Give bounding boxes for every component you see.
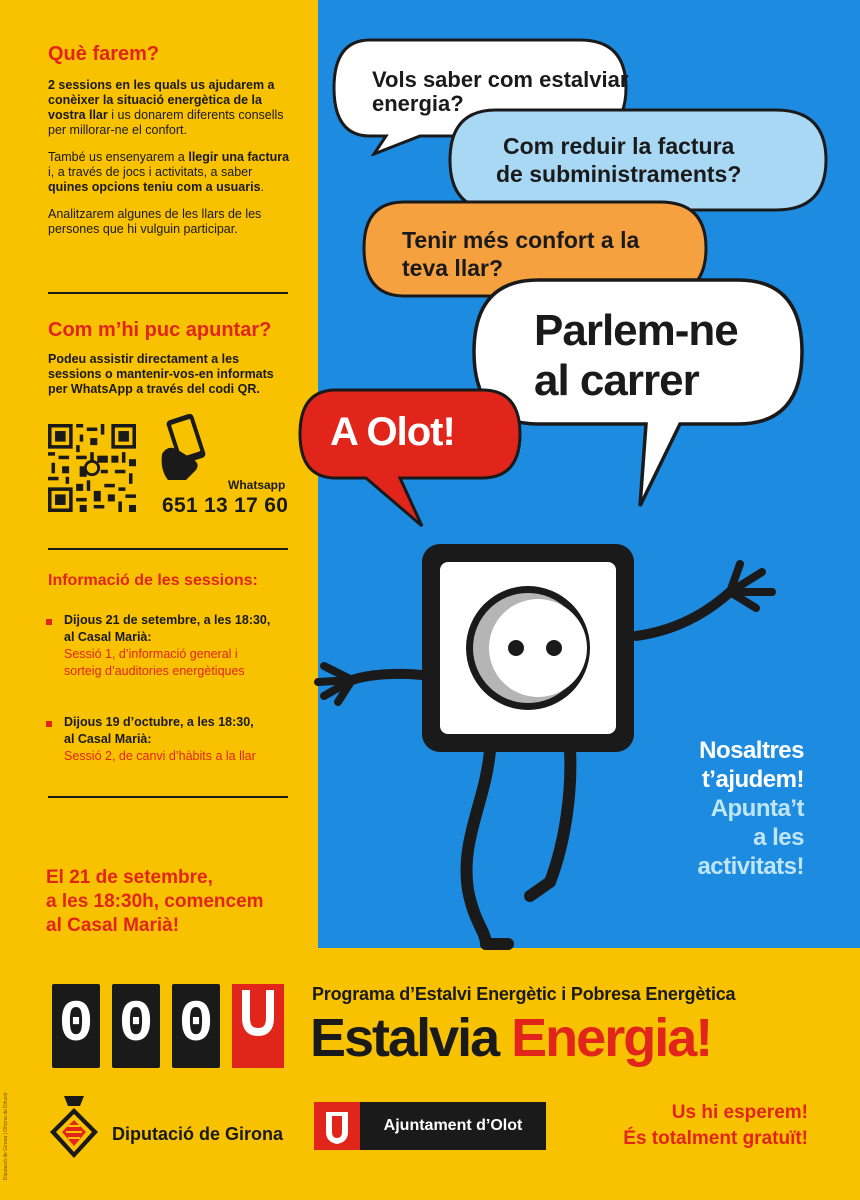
main-title xyxy=(310,1008,711,1068)
bubble-3-text xyxy=(402,226,639,282)
bubble-3-line-2: teva llar? xyxy=(402,255,503,281)
sessions-title: Informació de les sessions: xyxy=(48,572,258,589)
que-farem-p1-bold: 2 sessions en les quals us ajudarem a conèixer la situació energètica de la vostra llar xyxy=(48,78,275,122)
session-2-date: Dijous 19 d’octubre, a les 18:30, xyxy=(64,715,254,729)
session-1-bullet xyxy=(46,619,52,625)
p2-part-a: També us ensenyarem a xyxy=(48,150,189,164)
divider-3 xyxy=(48,796,288,798)
session-2-desc: Sessió 2, de canvi d’hàbits a la llar xyxy=(64,749,256,763)
credit-line: Diputació de Girona | Oficina de Difusió xyxy=(3,1092,9,1180)
help-line-4: a les xyxy=(753,824,804,851)
bubble-5-shape xyxy=(296,386,526,532)
session-1-desc-2: sorteig d’auditories energètiques xyxy=(64,664,245,678)
bubble-2-line-2: de subministraments? xyxy=(496,161,742,187)
ajuntament-label: Ajuntament d’Olot xyxy=(360,1102,546,1150)
phone-hand-icon xyxy=(160,414,220,484)
odometer-digit-1: 0 xyxy=(52,984,100,1068)
bubble-5-text: A Olot! xyxy=(330,410,455,454)
apuntar-title: Com m’hi puc apuntar? xyxy=(48,319,272,341)
p2-part-b: llegir una factura xyxy=(188,150,290,164)
footer-cta-line-2: És totalment gratuït! xyxy=(623,1128,808,1149)
que-farem-title: Què farem? xyxy=(48,43,160,65)
olot-shield-icon xyxy=(314,1102,360,1150)
whatsapp-label: Whatsapp xyxy=(228,478,286,492)
que-farem-paragraph-2 xyxy=(48,150,296,195)
credit-line-wrapper xyxy=(2,1092,12,1180)
bubble-1-line-2: energia? xyxy=(372,91,464,116)
bubble-2-line-1: Com reduir la factura xyxy=(503,133,735,159)
bubble-1-line-1: Vols saber com estalviar xyxy=(372,67,629,92)
p2-part-c: i, a través de jocs i activitats, a saber xyxy=(48,165,253,179)
session-2-place: al Casal Marià: xyxy=(64,732,152,746)
start-line-3: al Casal Marià! xyxy=(46,915,180,936)
whatsapp-number[interactable]: 651 13 17 60 xyxy=(162,494,289,517)
help-line-5: activitats! xyxy=(697,853,804,880)
session-1-desc-1: Sessió 1, d’informació general i xyxy=(64,647,238,661)
qr-code-icon[interactable] xyxy=(48,424,136,512)
main-title-part-1: Estalvia xyxy=(310,1008,499,1068)
session-1-date: Dijous 21 de setembre, a les 18:30, xyxy=(64,613,271,627)
session-1-place: al Casal Marià: xyxy=(64,630,152,644)
odometer-digit-3: 0 xyxy=(172,984,220,1068)
que-farem-p1-rest: i us donarem diferents consells per millorar-ne el confort. xyxy=(48,108,284,137)
diputacio-label: Diputació de Girona xyxy=(112,1124,284,1144)
help-text xyxy=(620,736,804,881)
main-title-part-2: Energia! xyxy=(511,1008,712,1068)
bubble-4-line-2: al carrer xyxy=(534,356,699,405)
start-announcement xyxy=(46,866,264,938)
help-line-2: t’ajudem! xyxy=(701,766,804,793)
bubble-2-text xyxy=(496,132,741,188)
que-farem-paragraph-3: Analitzarem algunes de les llars de les persones que hi vulguin participar. xyxy=(48,207,262,236)
odometer-digit-2: 0 xyxy=(112,984,160,1068)
help-line-3: Apunta’t xyxy=(710,795,804,822)
bubble-4-line-1: Parlem-ne xyxy=(534,306,738,355)
apuntar-section xyxy=(48,318,296,397)
session-2-bullet xyxy=(46,721,52,727)
program-title: Programa d’Estalvi Energètic i Pobresa Energètica xyxy=(312,984,736,1004)
que-farem-section xyxy=(48,42,296,237)
bubble-3-line-1: Tenir més confort a la xyxy=(402,227,640,253)
girona-shield-icon xyxy=(46,1092,102,1162)
help-line-1: Nosaltres xyxy=(699,737,804,764)
session-2 xyxy=(64,714,256,765)
footer-cta xyxy=(560,1100,808,1152)
start-line-2: a les 18:30h, comencem xyxy=(46,891,264,912)
bubble-4-text xyxy=(534,306,738,406)
apuntar-text: Podeu assistir directament a les sessions o mantenir-vos-en informats per WhatsApp a través del codi QR. xyxy=(48,352,274,396)
start-line-1: El 21 de setembre, xyxy=(46,867,213,888)
que-farem-paragraph-1 xyxy=(48,78,296,138)
session-1 xyxy=(64,612,270,680)
divider-2 xyxy=(48,548,288,550)
footer-cta-line-1: Us hi esperem! xyxy=(671,1102,808,1123)
p2-part-d: quines opcions teniu com a usuaris xyxy=(48,180,261,194)
divider-1 xyxy=(48,292,288,294)
energy-u-icon xyxy=(232,984,284,1068)
p2-part-e: . xyxy=(260,180,265,194)
